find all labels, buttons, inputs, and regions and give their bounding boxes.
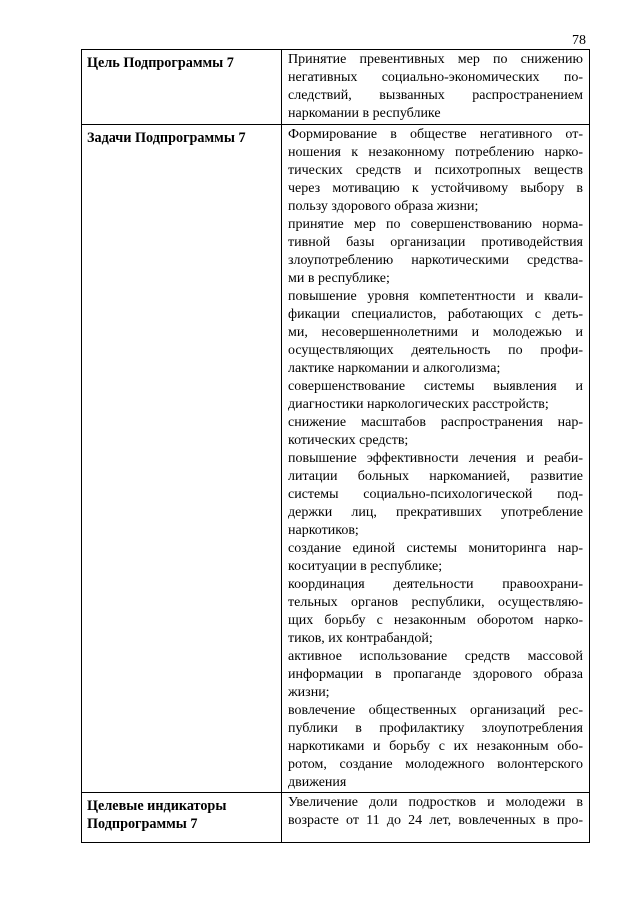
row-content [282,125,589,792]
row-label [82,50,281,72]
text-line: активное использование средств массовой [288,649,583,664]
row-content [282,50,589,123]
row-label-line: Целевые индикаторы [87,798,227,814]
text-line: лактике наркомании и алкоголизма; [288,361,501,376]
text-line: Увеличение доли подростков и молодежи в [288,795,583,810]
row-content-cell [282,125,590,793]
row-label-cell [82,793,282,843]
text-line: тиков, их контрабандой; [288,631,433,646]
row-label-line: Подпрограммы 7 [87,816,198,832]
text-line: совершенствование системы выявления и [288,379,583,394]
text-line: тельных органов республики, осуществляю- [288,595,583,610]
row-content-cell [282,50,590,125]
text-line: котических средств; [288,433,409,448]
page-number: 78 [572,33,586,48]
row-label [82,125,281,147]
text-line: тических средств и психотропных веществ [288,163,583,178]
text-line: литации больных наркоманией, развитие [288,469,583,484]
text-line: ми, несовершеннолетними и молодежью и [288,325,583,340]
row-content [282,793,589,830]
row-label-cell [82,125,282,793]
table-row [82,125,590,793]
text-line: держки лиц, прекративших употребление [288,505,583,520]
text-line: осуществляющих деятельность по профи- [288,343,583,358]
text-line: ми в республике; [288,271,390,286]
text-line: следствий, вызванных распространением [288,88,583,103]
text-line: повышение уровня компетентности и квали- [288,289,583,304]
row-label-line: Цель Подпрограммы 7 [87,55,234,71]
text-line: публики в профилактику злоупотребления [288,721,583,736]
text-line: координация деятельности правоохрани- [288,577,583,592]
text-line: возрасте от 11 до 24 лет, вовлеченных в про- [288,813,583,828]
text-line: Принятие превентивных мер по снижению [288,52,583,67]
text-line: негативных социально-экономических по- [288,70,583,85]
text-line: фикации специалистов, работающих с деть- [288,307,583,322]
text-line: ношения к незаконному потреблению нарко- [288,145,583,160]
text-line: через мотивацию к устойчивому выбору в [288,181,583,196]
table-row [82,793,590,843]
text-line: злоупотреблению наркотическими средства- [288,253,583,268]
text-line: вовлечение общественных организаций рес- [288,703,583,718]
text-line: принятие мер по совершенствованию норма- [288,217,583,232]
text-line: жизни; [288,685,330,700]
row-label [82,793,281,833]
text-line: информации в пропаганде здорового образа [288,667,583,682]
text-line: создание единой системы мониторинга нар- [288,541,583,556]
text-line: пользу здорового образа жизни; [288,199,479,214]
text-line: ротом, создание молодежного волонтерского [288,757,583,772]
text-line: коситуации в республике; [288,559,443,574]
row-content-cell [282,793,590,843]
text-line: наркотиков; [288,523,359,538]
text-line: тивной базы организации противодействия [288,235,583,250]
row-label-line: Задачи Подпрограммы 7 [87,130,246,146]
text-line: щих борьбу с незаконным оборотом нарко- [288,613,583,628]
text-line: наркомании в республике [288,106,441,121]
text-line: движения [288,775,347,790]
text-line: диагностики наркологических расстройств; [288,397,549,412]
text-line: повышение эффективности лечения и реаби- [288,451,583,466]
row-label-cell [82,50,282,125]
subprogram-passport-table [81,49,590,843]
text-line: снижение масштабов распространения нар- [288,415,583,430]
text-line: Формирование в обществе негативного от- [288,127,583,142]
text-line: системы социально-психологической под- [288,487,583,502]
table-row [82,50,590,125]
text-line: наркотиками и борьбу с их незаконным обо- [288,739,583,754]
